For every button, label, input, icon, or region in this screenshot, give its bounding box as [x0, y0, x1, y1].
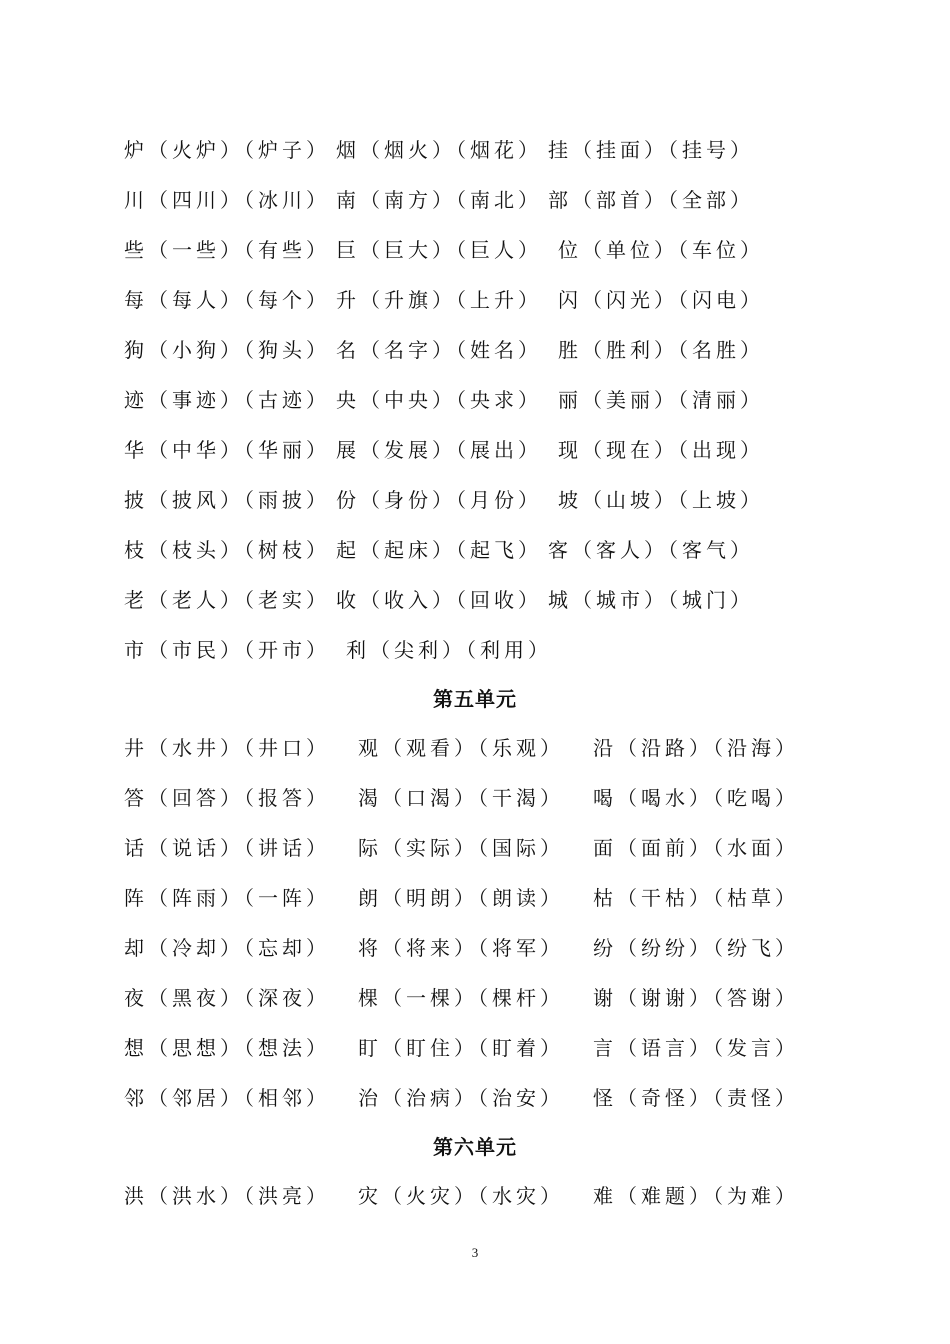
word-row	[0, 285, 950, 315]
word-entry: 朗（明朗）（朗读）	[358, 886, 564, 910]
word-entry: 部（部首）（全部）	[548, 188, 754, 212]
word-entry: 份（身份）（月份）	[336, 488, 542, 512]
unit-5-heading: 第五单元	[433, 687, 517, 711]
word-entry: 城（城市）（城门）	[548, 588, 754, 612]
word-row	[0, 185, 950, 215]
word-entry: 挂（挂面）（挂号）	[548, 138, 754, 162]
word-row	[0, 135, 950, 165]
word-row	[0, 235, 950, 265]
word-row	[0, 535, 950, 565]
word-entry: 些（一些）（有些）	[124, 238, 330, 262]
word-entry: 将（将来）（将军）	[358, 936, 564, 960]
word-entry: 炉（火炉）（炉子）	[124, 138, 330, 162]
word-entry: 现（现在）（出现）	[558, 438, 764, 462]
word-entry: 面（面前）（水面）	[593, 836, 799, 860]
word-entry: 位（单位）（车位）	[558, 238, 764, 262]
word-entry: 谢（谢谢）（答谢）	[593, 986, 799, 1010]
word-entry: 却（冷却）（忘却）	[124, 936, 330, 960]
word-entry: 洪（洪水）（洪亮）	[124, 1184, 330, 1208]
page-number: 3	[471, 1245, 479, 1260]
word-entry: 每（每人）（每个）	[124, 288, 330, 312]
word-entry: 收（收入）（回收）	[336, 588, 542, 612]
word-entry: 枝（枝头）（树枝）	[124, 538, 330, 562]
word-entry: 棵（一棵）（棵杆）	[358, 986, 564, 1010]
word-entry: 利（尖利）（利用）	[346, 638, 552, 662]
word-entry: 南（南方）（南北）	[336, 188, 542, 212]
word-entry: 纷（纷纷）（纷飞）	[593, 936, 799, 960]
word-row	[0, 833, 950, 863]
word-entry: 迹（事迹）（古迹）	[124, 388, 330, 412]
word-entry: 观（观看）（乐观）	[358, 736, 564, 760]
word-row	[0, 733, 950, 763]
word-entry: 市（市民）（开市）	[124, 638, 330, 662]
word-row	[0, 385, 950, 415]
word-entry: 胜（胜利）（名胜）	[558, 338, 764, 362]
word-entry: 央（中央）（央求）	[336, 388, 542, 412]
word-entry: 渴（口渴）（干渴）	[358, 786, 564, 810]
word-row	[0, 335, 950, 365]
word-entry: 客（客人）（客气）	[548, 538, 754, 562]
word-entry: 老（老人）（老实）	[124, 588, 330, 612]
word-entry: 言（语言）（发言）	[593, 1036, 799, 1060]
word-entry: 沿（沿路）（沿海）	[593, 736, 799, 760]
word-entry: 巨（巨大）（巨人）	[336, 238, 542, 262]
word-entry: 怪（奇怪）（责怪）	[593, 1086, 799, 1110]
word-row	[0, 435, 950, 465]
word-row	[0, 585, 950, 615]
word-entry: 川（四川）（冰川）	[124, 188, 330, 212]
word-entry: 邻（邻居）（相邻）	[124, 1086, 330, 1110]
word-row	[0, 883, 950, 913]
word-entry: 华（中华）（华丽）	[124, 438, 330, 462]
word-entry: 际（实际）（国际）	[358, 836, 564, 860]
word-entry: 灾（火灾）（水灾）	[358, 1184, 564, 1208]
word-row	[0, 783, 950, 813]
word-entry: 闪（闪光）（闪电）	[558, 288, 764, 312]
word-entry: 夜（黑夜）（深夜）	[124, 986, 330, 1010]
word-entry: 想（思想）（想法）	[124, 1036, 330, 1060]
word-entry: 难（难题）（为难）	[593, 1184, 799, 1208]
word-entry: 烟（烟火）（烟花）	[336, 138, 542, 162]
word-entry: 阵（阵雨）（一阵）	[124, 886, 330, 910]
unit-6-heading: 第六单元	[433, 1135, 517, 1159]
word-entry: 丽（美丽）（清丽）	[558, 388, 764, 412]
word-row	[0, 1033, 950, 1063]
word-entry: 枯（干枯）（枯草）	[593, 886, 799, 910]
word-entry: 狗（小狗）（狗头）	[124, 338, 330, 362]
word-entry: 话（说话）（讲话）	[124, 836, 330, 860]
word-row	[0, 933, 950, 963]
word-entry: 起（起床）（起飞）	[336, 538, 542, 562]
word-entry: 披（披风）（雨披）	[124, 488, 330, 512]
word-row	[0, 485, 950, 515]
word-entry: 坡（山坡）（上坡）	[558, 488, 764, 512]
word-entry: 答（回答）（报答）	[124, 786, 330, 810]
word-entry: 治（治病）（治安）	[358, 1086, 564, 1110]
word-row	[0, 983, 950, 1013]
word-entry: 名（名字）（姓名）	[336, 338, 542, 362]
word-row	[0, 1181, 950, 1211]
word-row	[0, 1083, 950, 1113]
word-entry: 展（发展）（展出）	[336, 438, 542, 462]
word-row	[0, 635, 950, 665]
word-entry: 喝（喝水）（吃喝）	[593, 786, 799, 810]
word-entry: 井（水井）（井口）	[124, 736, 330, 760]
word-entry: 升（升旗）（上升）	[336, 288, 542, 312]
word-entry: 盯（盯住）（盯着）	[358, 1036, 564, 1060]
